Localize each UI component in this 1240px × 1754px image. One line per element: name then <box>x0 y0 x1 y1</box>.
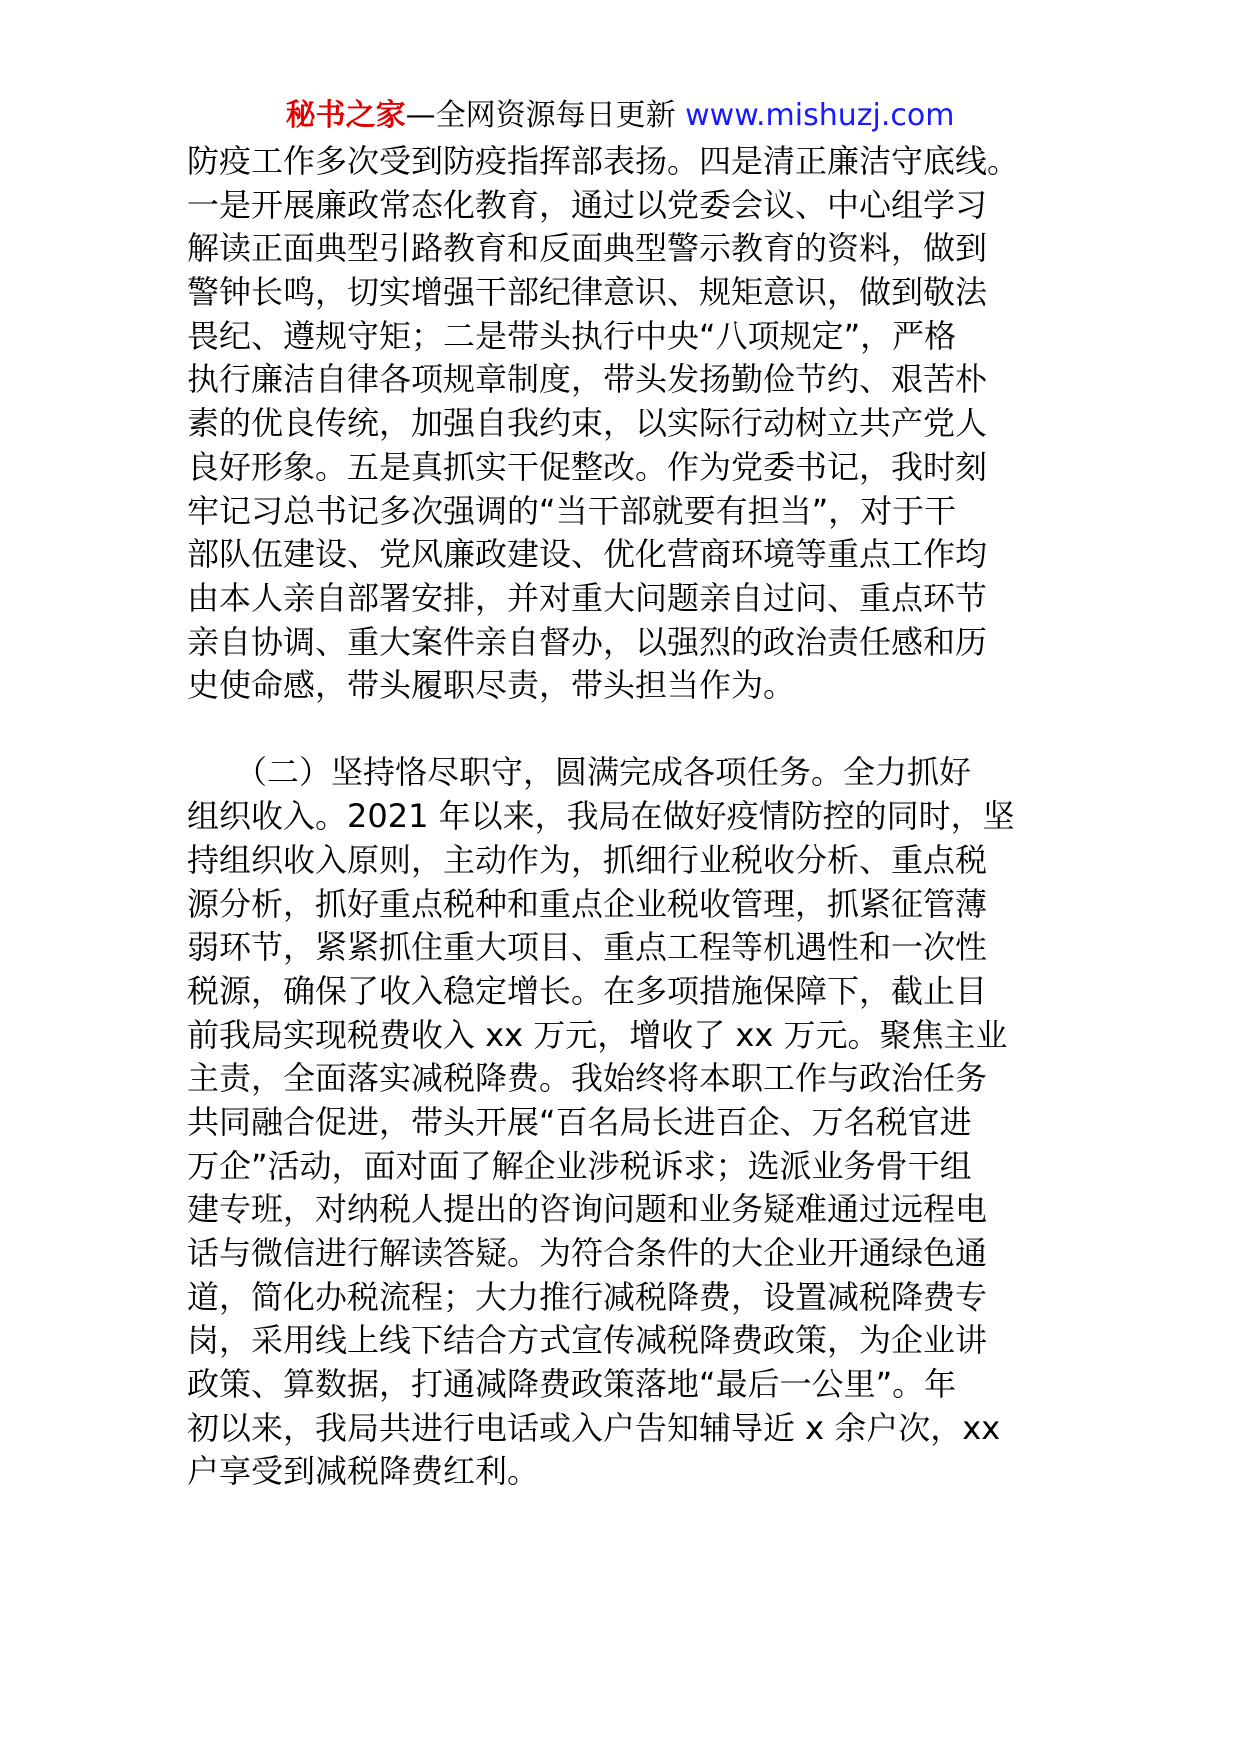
text-line: 税源，确保了收入稳定增长。在多项措施保障下，截止目 <box>187 971 988 1010</box>
text-line: 万企”活动，面对面了解企业涉税诉求；选派业务骨干组 <box>187 1146 972 1185</box>
text-line: 一是开展廉政常态化教育，通过以党委会议、中心组学习 <box>187 185 988 224</box>
text-line: （二）坚持恪尽职守，圆满完成各项任务。全力抓好 <box>187 753 972 792</box>
paragraph-spacer <box>187 708 1067 752</box>
paragraph-1 <box>187 140 1067 708</box>
text-line: 源分析，抓好重点税种和重点企业税收管理，抓紧征管薄 <box>187 884 988 923</box>
text-line: 畏纪、遵规守矩；二是带头执行中央“八项规定”，严格 <box>187 316 957 355</box>
text-line: 史使命感，带头履职尽责，带头担当作为。 <box>187 666 796 705</box>
text-line: 素的优良传统，加强自我约束，以实际行动树立共产党人 <box>187 404 988 443</box>
text-line: 户享受到减税降费红利。 <box>187 1452 540 1491</box>
header-slogan: —全网资源每日更新 <box>405 98 686 133</box>
text-line: 弱环节，紧紧抓住重大项目、重点工程等机遇性和一次性 <box>187 928 988 967</box>
text-line: 执行廉洁自律各项规章制度，带头发扬勤俭节约、艰苦朴 <box>187 360 988 399</box>
text-line: 组织收入。2021 年以来，我局在做好疫情防控的同时，坚 <box>187 797 1015 836</box>
text-line: 由本人亲自部署安排，并对重大问题亲自过问、重点环节 <box>187 578 988 617</box>
text-line: 持组织收入原则，主动作为，抓细行业税收分析、重点税 <box>187 840 988 879</box>
text-line: 岗，采用线上线下结合方式宣传减税降费政策，为企业讲 <box>187 1321 988 1360</box>
page-header <box>0 96 1240 136</box>
text-line: 警钟长鸣，切实增强干部纪律意识、规矩意识，做到敬法 <box>187 273 988 312</box>
text-line: 良好形象。五是真抓实干促整改。作为党委书记，我时刻 <box>187 447 988 486</box>
text-line: 初以来，我局共进行电话或入户告知辅导近 x 余户次，xx <box>187 1408 1001 1447</box>
text-line: 前我局实现税费收入 xx 万元，增收了 xx 万元。聚焦主业 <box>187 1015 1008 1054</box>
text-line: 政策、算数据，打通减降费政策落地“最后一公里”。年 <box>187 1365 957 1404</box>
text-line: 牢记习总书记多次强调的“当干部就要有担当”，对于干 <box>187 491 957 530</box>
brand-name: 秘书之家 <box>285 98 406 133</box>
text-line: 道，简化办税流程；大力推行减税降费，设置减税降费专 <box>187 1277 988 1316</box>
paragraph-2 <box>187 751 1067 1494</box>
text-line: 亲自协调、重大案件亲自督办，以强烈的政治责任感和历 <box>187 622 988 661</box>
text-line: 防疫工作多次受到防疫指挥部表扬。四是清正廉洁守底线。 <box>187 142 1020 180</box>
header-url[interactable]: www.mishuzj.com <box>685 98 955 133</box>
text-line: 部队伍建设、党风廉政建设、优化营商环境等重点工作均 <box>187 535 988 574</box>
document-body <box>187 140 1067 1494</box>
text-line: 建专班，对纳税人提出的咨询问题和业务疑难通过远程电 <box>187 1190 988 1229</box>
text-line: 主责，全面落实减税降费。我始终将本职工作与政治任务 <box>187 1059 988 1098</box>
text-line: 话与微信进行解读答疑。为符合条件的大企业开通绿色通 <box>187 1234 988 1272</box>
text-line: 解读正面典型引路教育和反面典型警示教育的资料，做到 <box>187 229 988 268</box>
text-line: 共同融合促进，带头开展“百名局长进百企、万名税官进 <box>187 1102 972 1141</box>
